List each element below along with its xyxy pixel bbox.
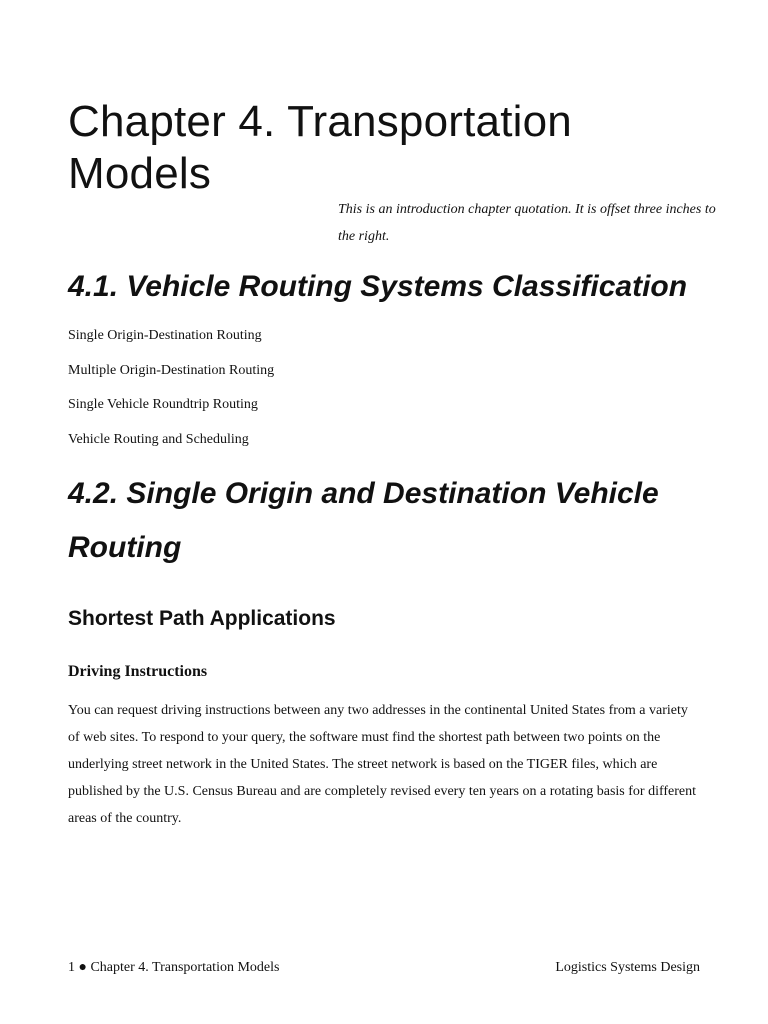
list-item: Single Origin-Destination Routing	[68, 328, 262, 343]
footer-book-title: Logistics Systems Design	[555, 960, 700, 975]
subsection-heading: Shortest Path Applications	[68, 607, 336, 630]
list-item: Vehicle Routing and Scheduling	[68, 431, 249, 447]
page-number: 1	[68, 960, 75, 975]
list-item: Multiple Origin-Destination Routing	[68, 362, 275, 378]
section-heading-4-2: 4.2. Single Origin and Destination Vehicle Routing	[68, 477, 659, 564]
footer-left	[68, 958, 279, 978]
chapter-quotation: This is an introduction chapter quotation. It is offset three inches to the right.	[338, 202, 716, 244]
section-heading-4-1: 4.1. Vehicle Routing Systems Classification	[68, 270, 688, 303]
subsubsection-heading: Driving Instructions	[68, 663, 208, 680]
chapter-title: Chapter 4. Transportation Models	[68, 97, 572, 198]
footer-chapter-title: Chapter 4. Transportation Models	[90, 960, 280, 975]
list-item: Single Vehicle Roundtrip Routing	[68, 397, 258, 412]
body-paragraph: You can request driving instructions between any two addresses in the continental United States from a variety of web sites. To respond to your query, the software must find the shortest path between two points on the underlying street network in the United States. The street network is based on the TIGER files, which are published by the U.S. Census Bureau and are completely revised every ten years on a rotating basis for different areas of the country.	[68, 703, 697, 826]
routing-classification-list	[68, 326, 668, 464]
bullet-separator: ●	[78, 960, 87, 975]
